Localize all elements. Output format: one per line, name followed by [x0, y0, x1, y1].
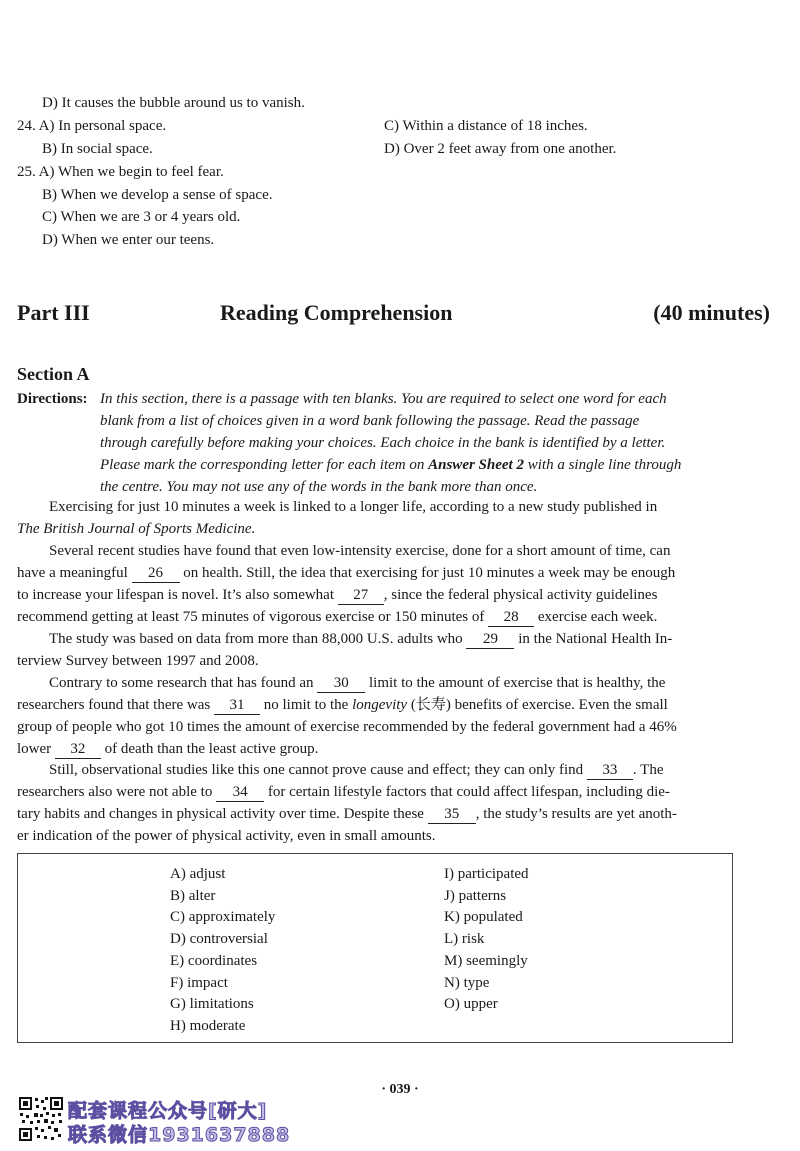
blank-29: 29: [466, 630, 514, 649]
text: (长寿) benefits of exercise. Even the small: [410, 697, 668, 713]
passage-p5-line3: [17, 804, 677, 824]
text: lower: [17, 741, 52, 757]
answer-sheet-ref: Answer Sheet 2: [428, 457, 524, 473]
part-heading: [17, 300, 770, 330]
directions-line-4: [100, 454, 740, 476]
text: have a meaningful: [17, 565, 128, 581]
directions-line-4a: Please mark the corresponding letter for each item on: [100, 457, 429, 473]
passage-p4-line3: group of people who got 10 times the amount of exercise recommended by the federal government had a 46%: [17, 719, 677, 735]
word-bank-item: D) controversial: [170, 931, 268, 948]
directions-line-4c: with a single line through: [523, 457, 682, 473]
passage-p3-line1: [49, 629, 672, 649]
text: recommend getting at least 75 minutes of vigorous exercise or 150 minutes of: [17, 609, 485, 625]
blank-30: 30: [317, 674, 365, 693]
word-bank-item: L) risk: [444, 931, 485, 948]
q24-option-c: C) Within a distance of 18 inches.: [384, 118, 588, 134]
q25-option-d: D) When we enter our teens.: [42, 232, 215, 248]
promo-line-2: 联系微信1931637888: [68, 1124, 291, 1146]
directions-label: Directions:: [17, 391, 88, 407]
word-bank-item: K) populated: [444, 909, 523, 926]
passage-p1-line1: Exercising for just 10 minutes a week is linked to a longer life, according to a new study published in: [49, 499, 658, 515]
text: . The: [632, 762, 664, 778]
text: tary habits and changes in physical activity over time. Despite these: [17, 806, 424, 822]
word-bank-item: H) moderate: [170, 1017, 246, 1034]
page-number: · 039 ·: [381, 1082, 419, 1097]
passage-p1-line2: The British Journal of Sports Medicine.: [17, 521, 256, 537]
text: Contrary to some research that has found an: [49, 675, 314, 691]
text: for certain lifestyle factors that could affect lifespan, including die-: [267, 784, 670, 800]
q24-option-b: B) In social space.: [42, 141, 153, 157]
word-bank-right-column: [444, 864, 529, 1016]
word-bank-item: O) upper: [444, 996, 498, 1013]
text: on health. Still, the idea that exercising for just 10 minutes a week may be enough: [183, 565, 676, 581]
passage-p4-line2: [17, 695, 668, 715]
passage-p2-line4: [17, 607, 657, 627]
q25-option-a: 25. A) When we begin to feel fear.: [17, 164, 224, 180]
part-title: Reading Comprehension: [220, 300, 453, 325]
word-bank-item: C) approximately: [170, 909, 276, 926]
word-bank-item: F) impact: [170, 974, 228, 991]
passage-p2-line3: [17, 585, 657, 605]
q24-option-a: 24. A) In personal space.: [17, 118, 167, 134]
directions-line-2: blank from a list of choices given in a word bank following the passage. Read the passage: [100, 413, 640, 429]
part-label: Part III: [17, 300, 90, 325]
word-bank: [17, 853, 733, 1043]
text: in the National Health In-: [518, 631, 673, 647]
text: Still, observational studies like this one cannot prove cause and effect; they can only find: [49, 762, 584, 778]
text: , the study’s results are yet anoth-: [475, 806, 677, 822]
word-bank-item: A) adjust: [170, 866, 226, 882]
passage-p5-line2: [17, 782, 670, 802]
text: , since the federal physical activity guidelines: [383, 587, 658, 603]
directions-line-3: through carefully before making your choices. Each choice in the bank is identified by a letter.: [100, 435, 666, 451]
word-bank-item: I) participated: [444, 866, 529, 882]
qr-code-icon: [18, 1096, 64, 1142]
word-bank-item: M) seemingly: [444, 952, 528, 969]
word-bank-item: E) coordinates: [170, 952, 258, 969]
q25-option-b: B) When we develop a sense of space.: [42, 187, 273, 203]
text: The study was based on data from more than 88,000 U.S. adults who: [49, 631, 463, 647]
text: of death than the least active group.: [104, 741, 319, 757]
q24-option-d: D) Over 2 feet away from one another.: [384, 141, 617, 157]
word-bank-item: J) patterns: [444, 887, 507, 904]
text: exercise each week.: [537, 609, 658, 625]
passage-p5-line1: [49, 760, 663, 780]
section-title: Section A: [17, 364, 90, 384]
blank-31: 31: [214, 696, 260, 715]
blank-26: 26: [132, 564, 180, 583]
passage-p2-line1: Several recent studies have found that even low-intensity exercise, done for a short amount of time, can: [49, 543, 671, 559]
q23-option-d: D) It causes the bubble around us to vanish.: [42, 95, 305, 111]
blank-32: 32: [55, 740, 101, 759]
directions-line-5: the centre. You may not use any of the words in the bank more than once.: [100, 479, 538, 495]
passage-p2-line2: [17, 563, 675, 583]
blank-27: 27: [338, 586, 384, 605]
blank-33: 33: [587, 761, 633, 780]
text: limit to the amount of exercise that is healthy, the: [369, 675, 666, 691]
blank-34: 34: [216, 783, 264, 802]
directions-line-1: In this section, there is a passage with ten blanks. You are required to select one word for each: [100, 391, 667, 407]
q25-option-c: C) When we are 3 or 4 years old.: [42, 209, 241, 225]
text: researchers found that there was: [17, 697, 211, 713]
word-bank-left-column: [170, 864, 275, 1038]
longevity-term: longevity: [352, 697, 408, 713]
passage-p3-line2: terview Survey between 1997 and 2008.: [17, 653, 259, 669]
part-time: (40 minutes): [653, 300, 770, 325]
text: no limit to the: [263, 697, 349, 713]
word-bank-item: N) type: [444, 974, 490, 991]
blank-28: 28: [488, 608, 534, 627]
text: researchers also were not able to: [17, 784, 213, 800]
promo-line-1: 配套课程公众号[研大]: [68, 1100, 268, 1122]
passage-p4-line1: [49, 673, 665, 693]
word-bank-item: B) alter: [170, 887, 216, 904]
passage-p4-line4: [17, 739, 318, 759]
text: to increase your lifespan is novel. It’s also somewhat: [17, 587, 335, 603]
word-bank-item: G) limitations: [170, 996, 254, 1013]
blank-35: 35: [428, 805, 476, 824]
passage-p5-line4: er indication of the power of physical activity, even in small amounts.: [17, 828, 436, 844]
